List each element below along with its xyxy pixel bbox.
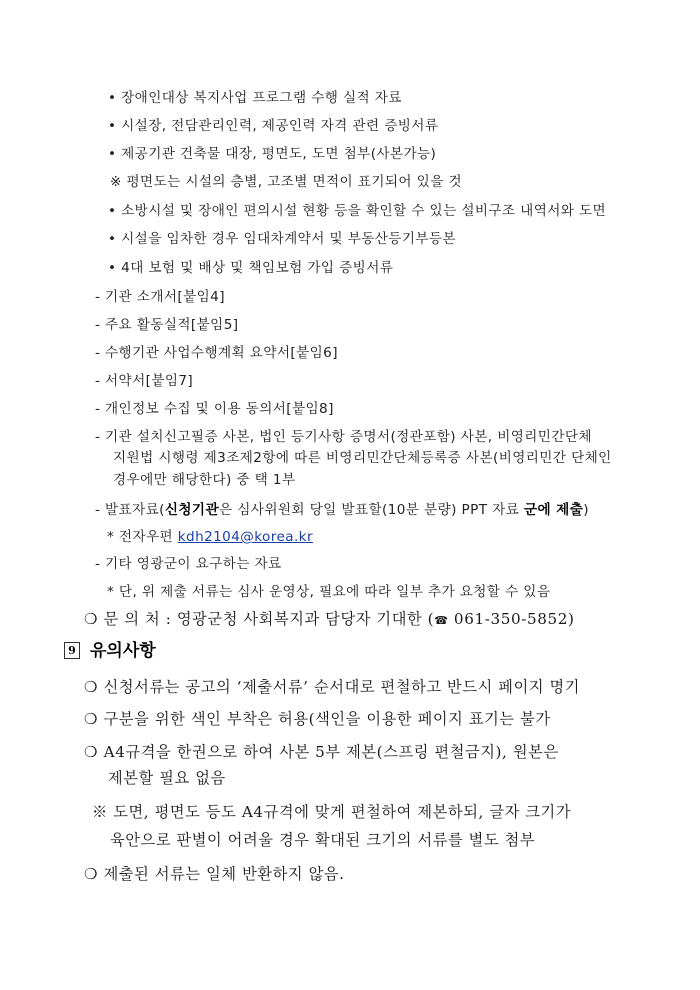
bullet-item: • 장애인대상 복지사업 프로그램 수행 실적 자료 <box>108 90 402 106</box>
presentation-item <box>95 498 589 518</box>
section-number-box: 9 <box>64 642 80 659</box>
bullet-item: • 제공기관 건축물 대장, 평면도, 도면 첨부(사본가능) <box>108 146 437 162</box>
presentation-middle: 은 심사위원회 당일 발표할(10분 분량) PPT 자료 <box>219 502 524 518</box>
dash-item: - 주요 활동실적[붙임5] <box>95 317 239 333</box>
contact-text: ❍ 문 의 처 : 영광군청 사회복지과 담당자 기대한 ( <box>84 610 435 628</box>
note-item: ❍ 신청서류는 공고의 ‘제출서류’ 순서대로 편철하고 반드시 페이지 명기 <box>84 678 581 696</box>
presentation-bold-submit: 군에 제출 <box>523 502 584 518</box>
bullet-item: • 시설장, 전담관리인력, 제공인력 자격 관련 증빙서류 <box>108 118 439 134</box>
dash-item: - 수행기관 사업수행계획 요약서[붙임6] <box>95 345 338 361</box>
email-note-label: * 전자우편 <box>107 529 178 545</box>
contact-line <box>84 608 575 629</box>
presentation-prefix: - 발표자료( <box>95 502 165 518</box>
bullet-item: • 소방시설 및 장애인 편의시설 현황 등을 확인할 수 있는 설비구조 내역서와 도면 <box>108 203 607 219</box>
note-item: ❍ 구분을 위한 색인 부착은 허용(색인을 이용한 페이지 표기는 불가 <box>84 710 551 728</box>
section-heading <box>64 636 156 661</box>
note-item: ❍ A4규격을 한권으로 하여 사본 5부 제본(스프링 편철금지), 원본은 <box>84 743 559 761</box>
bullet-item: • 4대 보험 및 배상 및 책임보험 가입 증빙서류 <box>108 260 394 276</box>
note-item: ❍ 제출된 서류는 일체 반환하지 않음. <box>84 865 345 883</box>
other-note: * 단, 위 제출 서류는 심사 운영상, 필요에 따라 일부 추가 요청할 수 있음 <box>107 584 551 600</box>
note-remark: ※ 도면, 평면도 등도 A4규격에 맞게 편철하여 제본하되, 글자 크기가 <box>92 803 572 821</box>
certificate-item-line2: 지원법 시행령 제3조제2항에 따른 비영리민간단체등록증 사본(비영리민간 단체인 <box>113 450 612 466</box>
note-item: ※ 평면도는 시설의 층별, 고조별 면적이 표기되어 있을 것 <box>110 174 462 190</box>
contact-phone: 061-350-5852) <box>448 610 575 628</box>
note-remark-continuation: 육안으로 판별이 어려울 경우 확대된 크기의 서류를 별도 첨부 <box>110 831 536 849</box>
presentation-suffix: ) <box>583 502 589 518</box>
certificate-item-line3: 경우에만 해당한다) 중 택 1부 <box>113 472 296 488</box>
presentation-bold-applicant: 신청기관 <box>164 502 219 518</box>
certificate-item-line1: - 기관 설치신고필증 사본, 법인 등기사항 증명서(정관포함) 사본, 비영리민간단체 <box>95 429 592 445</box>
bullet-item: • 시설을 임차한 경우 임대차계약서 및 부동산등기부등본 <box>108 231 456 247</box>
dash-item: - 기관 소개서[붙임4] <box>95 289 225 305</box>
phone-icon: ☎ <box>434 614 449 627</box>
note-item-continuation: 제본할 필요 없음 <box>108 769 226 787</box>
email-note <box>107 525 313 545</box>
other-item: - 기타 영광군이 요구하는 자료 <box>95 556 282 572</box>
section-title: 유의사항 <box>90 641 156 661</box>
dash-item: - 서약서[붙임7] <box>95 373 194 389</box>
email-link[interactable]: kdh2104@korea.kr <box>177 529 313 545</box>
dash-item: - 개인정보 수집 및 이용 동의서[붙임8] <box>95 401 334 417</box>
